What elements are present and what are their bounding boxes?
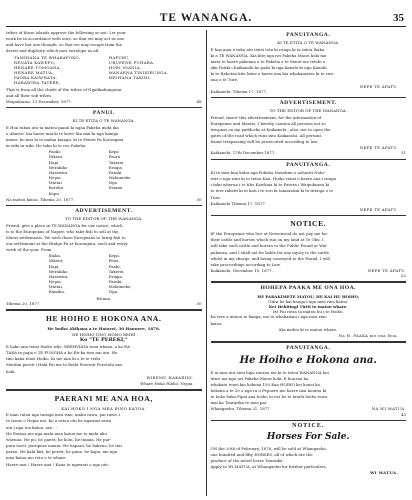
signature: NEPE TE APATU.	[359, 206, 398, 212]
signature: NEPE TE APATU.	[359, 145, 398, 151]
text-line: te hoko hako Pipai ana hoiho tu nei he te tatahi hoiho rawa	[210, 394, 328, 400]
ad-number: 50	[196, 196, 202, 202]
signature: Na H. PAAKA me ona Hoa.	[338, 332, 398, 338]
section-heading: NOTICE.	[290, 219, 327, 229]
signatory	[109, 191, 159, 196]
columns	[6, 30, 406, 496]
text-line: titiro ma nga iwi Pakeha Maori hoki. E hoa ma ka	[210, 375, 309, 381]
signatory: Paraki,	[108, 279, 123, 285]
section-heading: HE HOIHO E HOKONA ANA.	[45, 313, 162, 323]
section-subheading: KI TE ETITA O TE WANANGA.	[277, 40, 340, 46]
signatory: MEIHANA TAKIHI,	[108, 75, 152, 81]
text-line: He Pai rawa ta matou hu i te Hoiho.	[272, 309, 344, 315]
signatory: Takerei,	[108, 268, 125, 274]
signatory: Mattai,	[48, 284, 63, 290]
text-line: He Paraoa me nga mahi mea katoa mo te mahi ahu	[6, 430, 107, 436]
section-title: Horses For Sale.	[266, 431, 350, 442]
signatory: Nepia	[48, 175, 61, 181]
signatory-final: Estana.	[96, 295, 112, 301]
text-line: their cattle and horses which run on my land at Te Ohu, I	[210, 237, 324, 243]
text-line: Maori settlements. We wish those Europeans to bring fish to	[6, 234, 126, 240]
text-line: Haere mai ! Haere mai ! Kaua te ngawari o nga utu.	[6, 461, 110, 467]
text-line: Ka tere a matou te hanga, me te whakamau i nga mea rino	[210, 314, 327, 320]
text-line: mai ka Taurarika te mea pai.	[210, 400, 268, 406]
page-number: 35	[392, 12, 404, 24]
ad-number: 50	[196, 300, 202, 306]
text-line: week of the year. From	[6, 247, 52, 253]
signatory: HARAWIRA TATERE,	[14, 80, 61, 86]
signatory: Mattai	[48, 180, 62, 186]
signatory: HENARE TOMOANA,	[14, 64, 62, 70]
signatory: Mokomeke,	[108, 284, 132, 290]
section-subheading: TO THE EDITOR OF THE WANANGA.	[65, 216, 143, 222]
signatory: Harawira,	[48, 273, 69, 279]
text-line: katoa.	[210, 320, 223, 326]
text-line: deceit and duplicity which now envelope us all.	[6, 48, 100, 54]
text-line: pukurau, and I shall not be liable for any injury to the cattle	[210, 249, 329, 255]
signatory: Ihaka,	[48, 253, 62, 259]
masthead	[6, 4, 406, 27]
text-line: E mau ratou nga taonga mea rino, mahu rawa, pai rawa, i	[6, 412, 121, 418]
section-subheading: He hoiho Akihana a te Hatarei, 30 Hanuere, 1878.	[47, 325, 161, 331]
left-column	[6, 30, 207, 496]
text-line: parau. He kahi kiri, he pereti, he pune, he kapu, me nga	[6, 449, 118, 455]
date-text: Kaikanohi Tihema 17, 1877.	[210, 200, 266, 206]
text-line: produce of the noted horse Tauraika.	[210, 457, 284, 463]
date-text: Waipukurau, 13 December, 1877.	[6, 98, 72, 104]
text-line: E hoko ana tenei Hoiho whe, EREHVIATA tona whaea, a ko EA-	[6, 343, 132, 349]
blacksmith-advertisement	[211, 285, 407, 338]
signatory-list	[49, 253, 159, 294]
signatory: Kepa	[108, 149, 119, 155]
text-line: maori, ko mai ki te mahia kainga, ki te Peneti Pa Korongata	[6, 136, 124, 142]
panuitanga-notice-2	[211, 162, 407, 212]
paerani-advertisement	[6, 394, 202, 467]
section-heading: ADVERTISEMENT.	[279, 99, 337, 106]
signatory: Werahiko	[48, 164, 68, 170]
text-line: in wiki in wiki. He tuku ki to roo Pakeha.	[6, 143, 87, 149]
signatory-list	[49, 149, 159, 195]
ad-number: 51	[401, 150, 406, 156]
text-line: i taku wherua i to tiho Kawhiaa ki te Parera i Waipukurau ki	[210, 182, 330, 188]
signatory: Kopu	[48, 190, 59, 196]
signatory-list	[14, 55, 194, 86]
text-line: trespass on my paddocks at Kaikanohi ; also, not to open the	[210, 126, 331, 132]
text-line: Meiitini pereti i Haki Pei me te Reihi Porereti Porecehi ano	[6, 362, 123, 368]
signatory: HENARE MATUA,	[14, 70, 54, 76]
text-line: ON the 20th of February, 1878, will be sold at Whangaehu,	[210, 445, 328, 451]
text-line: Kia mohio ki te matou whare.	[279, 326, 338, 332]
section-title: He Hoiho e Hokona ana.	[239, 355, 377, 367]
signatory: Pene,	[108, 258, 120, 264]
section-heading: NOTICE.	[292, 422, 325, 429]
horse-name: Ko "TE PEREKI,"	[79, 337, 128, 344]
signatory: Paora	[108, 154, 121, 160]
section-heading: HOHEPA PAAKA ME ONA HOA.	[260, 285, 357, 292]
text-line: our settlement at the Bridge Pa at Korongata, each and every	[6, 240, 128, 246]
signatory: Werahiko,	[48, 268, 69, 274]
text-line: KI te mea kua kuhu nga Pokoha Nonohini o nohoriti Nohi-	[210, 170, 326, 175]
signatory: URUPENE PUHARA,	[108, 59, 155, 65]
signatory: Hapi	[48, 159, 59, 165]
signatory: Mokomeke	[108, 175, 131, 181]
ad-number: 45	[401, 411, 406, 417]
horse-sale-notice	[6, 314, 202, 386]
intro-notice	[6, 30, 202, 104]
section-heading: PAERANI ME ANA HOA,	[54, 393, 153, 403]
text-line: whilst in my charge, and being conveyed to the Pound, I will	[210, 255, 330, 261]
text-line: HE HOIHO TINO MOMO REIHI	[72, 332, 136, 338]
signature: NEPE TE APATU.	[367, 268, 406, 274]
text-line: is to the Europeans of Napier, who take fish to sell at the	[6, 228, 119, 234]
text-line: hokona a te 20 o nga ra o Pepuere me haere mai koutou ki	[210, 388, 327, 394]
signatory	[109, 80, 194, 85]
text-line: ki a TE WANANGA. Kia kite nga iwi Pakeha Maori hoki mo	[210, 52, 327, 58]
signatory: Paraki	[108, 169, 122, 175]
text-line: Kei Hehitingi Tiriti to matou whare.	[268, 304, 348, 310]
section-heading: PANUITANGA.	[286, 161, 331, 168]
date-text: Kaikanohi, December 10, 1877.	[210, 268, 273, 274]
dateline	[6, 301, 202, 306]
text-line: tribes of those islands approve the following or not. Let your	[6, 30, 126, 35]
text-line: Otira he kai hanga i nga mea rino katoa.	[268, 298, 349, 304]
signatory: Takerei	[108, 159, 124, 165]
text-line: one hundred and fifty HORSES, all of which are the	[210, 451, 313, 457]
signatory: Paahi,	[108, 263, 121, 269]
signature: WIREMU HAKARINI.	[146, 374, 194, 380]
signatory: Eriapa	[108, 164, 122, 170]
signatory: TAMIHANA TE WHAKAPOKO,	[14, 54, 81, 60]
newspaper-title: TE WANANGA.	[159, 12, 253, 24]
text-line: pura tosei, purupura maara. He hapara, he hakeno, he tini	[6, 443, 122, 449]
text-line: mea katoa mo roto o te whare.	[6, 455, 67, 461]
signatory: Eriapa,	[108, 273, 124, 279]
text-line: Friend, give a place in TE WANANGA for our notice, which	[6, 222, 123, 228]
text-line: HE PARAKIMETE MATOU, HE KAI HU HOIHO,	[257, 293, 360, 299]
section-heading: ADVERTISEMENT.	[75, 207, 133, 214]
signatory: Hapi,	[48, 263, 60, 269]
date-text: Tihema 20, 1877.	[6, 300, 41, 306]
text-line: Apply to Wi MATUA, at Whangaehu for further particulars.	[210, 464, 327, 470]
text-line: and have but one thought, so that we may escape from the	[6, 42, 123, 48]
text-line: ki te Rahotau kite kitea e haere ana kia whakamatea ki te riro-	[210, 71, 335, 77]
panuitanga-notice-1	[211, 32, 407, 94]
date-text: Whangaehu, Tihema 21, 1877.	[210, 406, 271, 412]
divider	[211, 97, 407, 98]
text-line: and all their sub-tribes.	[6, 92, 53, 98]
text-line: o Ahuriri, kia haere mai ki te kowe Ika mai ki nga kainga	[6, 130, 119, 136]
signatory: Harawira	[48, 169, 68, 175]
divider	[211, 341, 407, 343]
text-line: gates of the road which runs into Kaikanohi. All persons	[210, 133, 322, 138]
signatory: Nepia,	[48, 279, 62, 285]
signatory: Estana	[108, 185, 123, 191]
text-line: mata te haere pakeaua a te Pakeha a te Maori me tetehi o	[210, 58, 326, 64]
divider	[211, 420, 407, 421]
text-line: E hoa mau e tuku atu tenei tota ki runga ki ta tatou Waka	[210, 46, 325, 52]
signature-address: Whare Hoko Hoiho, Nepia.	[140, 380, 194, 386]
signatory: RENATA KAWEPO,	[14, 59, 56, 65]
date-text: Kaikanohi, 17th December 1877.	[210, 150, 276, 156]
signatory: Ramiha,	[48, 289, 66, 295]
text-line: take proceedings according to Law.	[210, 261, 281, 267]
section-subheading: KAI HOKO I NGA MEA RINO KATOA.	[61, 405, 147, 411]
divider	[6, 389, 202, 391]
text-line: te tere raheiti ki te kati i te rori ki tamaratiia ki te titenga o te	[210, 188, 334, 194]
signature: NEPE TE APATU.	[359, 83, 398, 89]
signatory: MANAENA TINIKIRUNGA,	[108, 70, 169, 76]
text-line: Ture.	[210, 194, 221, 200]
divider	[211, 159, 407, 160]
text-line: whenua. He po, he paera, he kota, he tinana. He pur-	[6, 436, 112, 442]
notice-cattle	[211, 219, 407, 278]
section-heading: PANUI.	[92, 110, 115, 117]
text-line: atu i nga toa katoa, ara : -	[6, 424, 58, 430]
text-line: tino kaha tenei Hoiho. Ki tae ana ki o te te reihi	[6, 356, 100, 362]
divider	[211, 215, 407, 216]
text-line: found trespassing will be prosecuted according to law.	[210, 139, 319, 145]
signatory: Nikora	[48, 154, 63, 160]
signatory: HORI NIANIA,	[108, 64, 142, 70]
divider	[6, 309, 202, 311]
signatory: HAPUKU,	[108, 54, 130, 60]
signatory: Nga	[108, 180, 117, 186]
text-line: TARA te papa o TE PUNGHA a ko Eti-ka tino nui atu. He	[6, 350, 118, 356]
signatory: Nikora,	[48, 258, 64, 264]
signatory: Paoko	[48, 149, 61, 155]
text-line: Europeans and Maoris. I hereby caution all persons not to	[210, 120, 326, 126]
section-subheading: KI TE ETITA O TE WANANGA.	[72, 118, 135, 124]
divider	[6, 107, 202, 108]
text-line: hoki.	[6, 368, 16, 374]
signatory: Roreha	[48, 185, 64, 191]
dateline	[6, 197, 202, 202]
signatory: PAORA KAIWHATA,	[14, 75, 58, 81]
horses-for-sale-notice	[211, 423, 407, 476]
text-line: will take such cattle and horses to the Public Pound at Wai-	[210, 243, 328, 249]
ad-number: 52	[401, 273, 406, 279]
advertisement-trespass	[211, 100, 407, 156]
dateline	[211, 150, 407, 155]
advertisement-fish	[6, 208, 202, 306]
text-line: wiri o nga wini ki to tatou Kau, Hoiho ranei e haere ana i runga	[210, 176, 336, 182]
text-line: That is from all the chiefs of the tribes of Ngatikahungunu	[6, 86, 122, 92]
text-line: te taone o Nepia nei. Ko a raton utu he ngawari rawa	[6, 418, 112, 424]
ad-number: 48	[196, 98, 202, 104]
text-line: whakatu tenei kia hokona 150 Kua HOIHO kei konei ka	[210, 381, 320, 387]
right-column	[207, 30, 407, 496]
dateline	[6, 99, 202, 104]
text-line: Friend, Insert this advertisement, for the information of	[210, 114, 321, 120]
text-line: E ai mea atu enei hipo raurau nei ki te tatou WANANGA hei	[210, 369, 329, 375]
signatory: Nga,	[108, 289, 119, 295]
date-text: Kaikanohi, Tihema 17, 1877.	[210, 88, 268, 94]
divider	[211, 281, 407, 283]
text-line: nua o te Ture.	[210, 77, 239, 83]
section-heading: PANUITANGA.	[286, 32, 331, 38]
section-heading: PANUITANGA.	[286, 344, 331, 351]
panui-notice	[6, 110, 202, 202]
section-subheading: TO THE EDITOR OF THE WANANGA.	[269, 108, 347, 114]
signature: NA WI MATUA.	[371, 406, 406, 412]
date-text: Na matou katoa. Tihema 20, 1877.	[6, 196, 75, 202]
panuitanga-horse-sale	[211, 345, 407, 417]
text-line: aku Patiki i Kaikanohi ko paka ki nga kanohi ki nga Kanohi	[210, 65, 327, 71]
divider	[6, 205, 202, 206]
text-line: work be in accordance with ours, so that we may act as one	[6, 36, 125, 42]
text-line: E Hoa tukua atu ta matou panui ki ngaa Pakeha mohi ika	[6, 124, 119, 130]
signatory: Kepa,	[108, 253, 120, 259]
signature: WI MATUA.	[370, 470, 398, 476]
text-line: IF the Europeans who live at Norsewood do not pay me for	[210, 231, 328, 237]
